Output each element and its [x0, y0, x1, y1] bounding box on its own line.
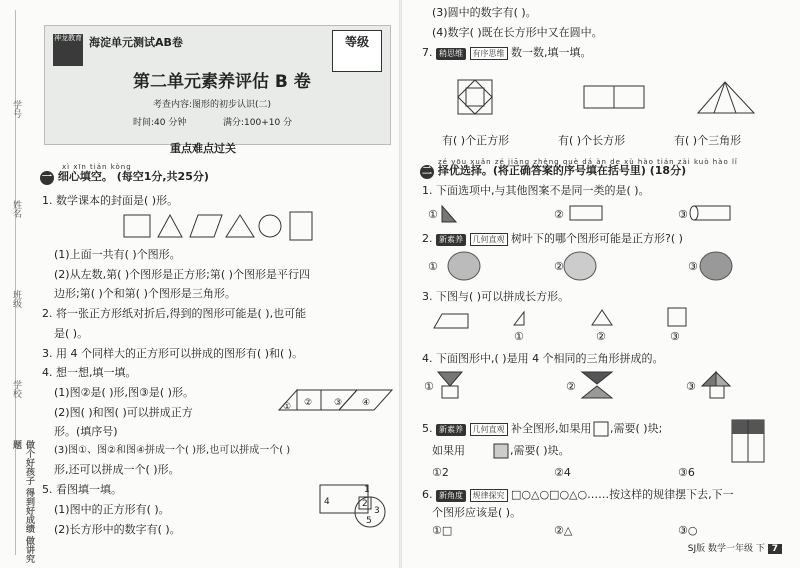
inline-square-small	[594, 422, 608, 436]
opt3-cylinder	[694, 206, 730, 220]
s2q5-text-b: ,需要( )块;	[610, 422, 663, 435]
score-line: 满分:100+10 分	[223, 118, 293, 128]
shape-triangle-2	[226, 215, 254, 237]
venn-label-2: 2	[362, 499, 368, 509]
s2q6-badge2: 规律探究	[470, 489, 508, 502]
section1-number-icon: 一	[42, 172, 52, 183]
fig-label-3: ③	[334, 398, 343, 408]
q4-2b-text: 形。(填序号)	[54, 425, 118, 438]
big-triangle	[698, 82, 754, 113]
s2q4-opt1: ①	[424, 380, 434, 393]
opt1-square	[442, 386, 458, 398]
s2q5-opt2: ②4	[554, 466, 571, 479]
s2q3-opt1: ①	[514, 330, 524, 343]
fig-label-1: ①	[283, 402, 292, 412]
sidebar-xingming: 姓名	[11, 200, 21, 218]
leaf-2	[564, 252, 596, 280]
q4-3a-text: (3)图①、图②和图④拼成一个( )形,也可以拼成一个( )	[54, 445, 291, 456]
q1-2b-text: 边形;第( )个和第( )个图形是三角形。	[54, 287, 236, 300]
s2q5-heading: 5. 新素养 几何直观 补全图形,如果用	[422, 422, 592, 435]
opt1-small-triangle	[514, 312, 524, 325]
opt3-square-base	[710, 386, 724, 398]
nested-diamond	[458, 80, 492, 114]
s2q5-badge2: 几何直观	[470, 423, 508, 436]
leaf-1	[448, 252, 480, 280]
q1-text: 1. 数学课本的封面是( )形。	[42, 194, 179, 207]
sidebar-slogan: 做个好孩子 得到好成绩 做讲究题	[11, 440, 34, 564]
venn-label-1: 1	[364, 485, 370, 495]
s2q4-text: 4. 下面图形中,( )是用 4 个相同的三角形拼成的。	[422, 352, 664, 365]
s2q5-text-c: 如果用	[432, 444, 465, 457]
s2q6-badge1: 新角度	[436, 490, 466, 502]
s2q5-text-d: ,需要( )块。	[510, 444, 570, 457]
q7-badge2: 有序思维	[470, 47, 508, 60]
leaf-3	[700, 252, 732, 280]
s2q3-text: 3. 下图与( )可以拼成长方形。	[422, 290, 570, 303]
section2-pinyin: zé yōu xuǎn zé jiāng zhèng què dá àn de xù hào tián zài kuò hào lǐ	[438, 158, 738, 166]
q2a-text: 2. 将一张正方形纸对折后,得到的图形可能是( ),也可能	[42, 307, 307, 320]
opt2-rectangle	[570, 206, 602, 220]
q1-1-text: (1)上面一共有( )个图形。	[54, 248, 181, 261]
key-points-banner: 重点难点过关	[170, 142, 236, 155]
s2q2-heading: 2. 新素养 几何直观 树叶下的哪个图形可能是正方形?( )	[422, 232, 683, 245]
s2q1-opt1: ①	[428, 208, 438, 221]
s2q2-opt2: ②	[554, 260, 564, 273]
sidebar-xuexiao: 学校	[11, 380, 21, 398]
s2q2-badge2: 几何直观	[470, 233, 508, 246]
s2q2-badge1: 新素养	[436, 234, 466, 246]
footer-text: SJ版 数学一年级 下	[687, 544, 765, 554]
s2q3-opt2: ②	[596, 330, 606, 343]
opt3-tri-1	[702, 372, 716, 386]
shape-square-1	[124, 215, 150, 237]
opt1-triangle	[442, 206, 456, 222]
q7-text: 数一数,填一填。	[511, 46, 592, 59]
nested-inner-square	[466, 88, 484, 106]
q4-3b-text: 形,还可以拼成一个( )形。	[54, 463, 180, 476]
opt1-inv-triangle	[438, 372, 462, 386]
q5-1-text: (1)图中的正方形有( )。	[54, 503, 170, 516]
section2-title: 择优选择。(将正确答案的序号填在括号里)	[437, 164, 646, 177]
s2q5-badge1: 新素养	[436, 424, 466, 436]
q7-label: 7.	[422, 46, 433, 59]
fig-label-4: ④	[362, 398, 371, 408]
q5-text: 5. 看图填一填。	[42, 483, 122, 496]
s2q4-opt3: ③	[686, 380, 696, 393]
sidebar-banji: 班级	[11, 290, 21, 308]
opt2-bottom-tri	[582, 386, 612, 398]
shape-triangle-1	[158, 215, 182, 237]
main-title: 第二单元素养评估 B 卷	[133, 72, 311, 92]
opt3-tri-2	[716, 372, 730, 386]
trapezoid-figure	[434, 314, 468, 328]
q7-answer-3: 有( )个三角形	[674, 134, 742, 147]
s2q6-text-a: □○△○□○△○……按这样的规律摆下去,下一	[511, 488, 734, 501]
opt3-square	[668, 308, 686, 326]
r3-text: (3)圆中的数字有( )。	[432, 6, 537, 19]
section2-heading	[420, 164, 686, 179]
s2q6-heading: 6. 新角度 规律探究 □○△○□○△○……按这样的规律摆下去,下一	[422, 488, 734, 501]
q4-text: 4. 想一想,填一填。	[42, 366, 137, 379]
shape-circle	[259, 215, 281, 237]
series-title: 海淀单元测试AB卷	[89, 36, 183, 49]
section2-note: (18分)	[649, 164, 687, 177]
tri-line-2	[725, 82, 736, 113]
s2q5-opt1: ①2	[432, 466, 449, 479]
s2q5-opt3: ③6	[678, 466, 695, 479]
q5-2-text: (2)长方形中的数字有( )。	[54, 523, 181, 536]
section1-pinyin: xì xīn tián kòng	[62, 163, 132, 171]
venn-label-3: 3	[374, 506, 380, 516]
s2q6-opt3: ③○	[678, 524, 698, 537]
opt2-triangle	[592, 310, 612, 325]
q3-text: 3. 用 4 个同样大的正方形可以拼成的图形有( )和( )。	[42, 347, 304, 360]
tri-line-1	[714, 82, 725, 113]
q7-answer-1: 有( )个正方形	[442, 134, 510, 147]
s2q6-opt1: ①□	[432, 524, 453, 537]
s2q3-opt3: ③	[670, 330, 680, 343]
q4-2a-text: (2)图( )和图( )可以拼成正方	[54, 406, 193, 419]
shape-parallelogram	[190, 215, 222, 237]
s2q1-opt2: ②	[554, 208, 564, 221]
s2q5-text-a: 补全图形,如果用	[511, 422, 592, 435]
grade-label: 等级	[344, 35, 369, 49]
right-page	[402, 0, 800, 568]
section1-title: 细心填空。	[57, 170, 113, 183]
venn-label-4: 4	[324, 497, 330, 507]
q4-1-text: (1)图②是( )形,图③是( )形。	[54, 386, 194, 399]
r4-text: (4)数字( )既在长方形中又在圆中。	[432, 26, 603, 39]
logo-text: 神龙教育	[54, 34, 82, 42]
section1-note: (每空1分,共25分)	[116, 170, 209, 183]
s2q2-opt1: ①	[428, 260, 438, 273]
s2q4-opt2: ②	[566, 380, 576, 393]
content-line: 考查内容:图形的初步认识(二)	[153, 100, 272, 110]
s2q6-text-b: 个图形应该是( )。	[432, 506, 522, 519]
s2q6-opt2: ②△	[554, 524, 573, 537]
s2q2-opt3: ③	[688, 260, 698, 273]
page-number: 7	[768, 544, 782, 554]
q2b-text: 是( )。	[54, 327, 89, 340]
fig-label-2: ②	[304, 398, 313, 408]
opt2-top-tri	[582, 372, 612, 384]
s2q2-text: 树叶下的哪个图形可能是正方形?( )	[511, 232, 683, 245]
inline-square-gray	[494, 444, 508, 458]
sidebar-xuehao: 学号	[11, 100, 21, 118]
q7-badge1: 稍思维	[436, 48, 466, 60]
q7-answer-2: 有( )个长方形	[558, 134, 626, 147]
venn-label-5: 5	[366, 516, 372, 526]
s2q1-text: 1. 下面选项中,与其他图案不是同一类的是( )。	[422, 184, 650, 197]
footer	[688, 541, 782, 554]
nested-outer-square	[458, 80, 492, 114]
time-line: 时间:40 分钟	[133, 118, 187, 128]
opt3-cylinder-end	[690, 206, 698, 220]
shape-rectangle	[290, 212, 312, 240]
s2q1-opt3: ③	[678, 208, 688, 221]
right-figures	[402, 0, 800, 568]
q1-2a-text: (2)从左数,第( )个图形是正方形;第( )个图形是平行四	[54, 268, 310, 281]
section2-number-icon: 二	[422, 166, 432, 177]
